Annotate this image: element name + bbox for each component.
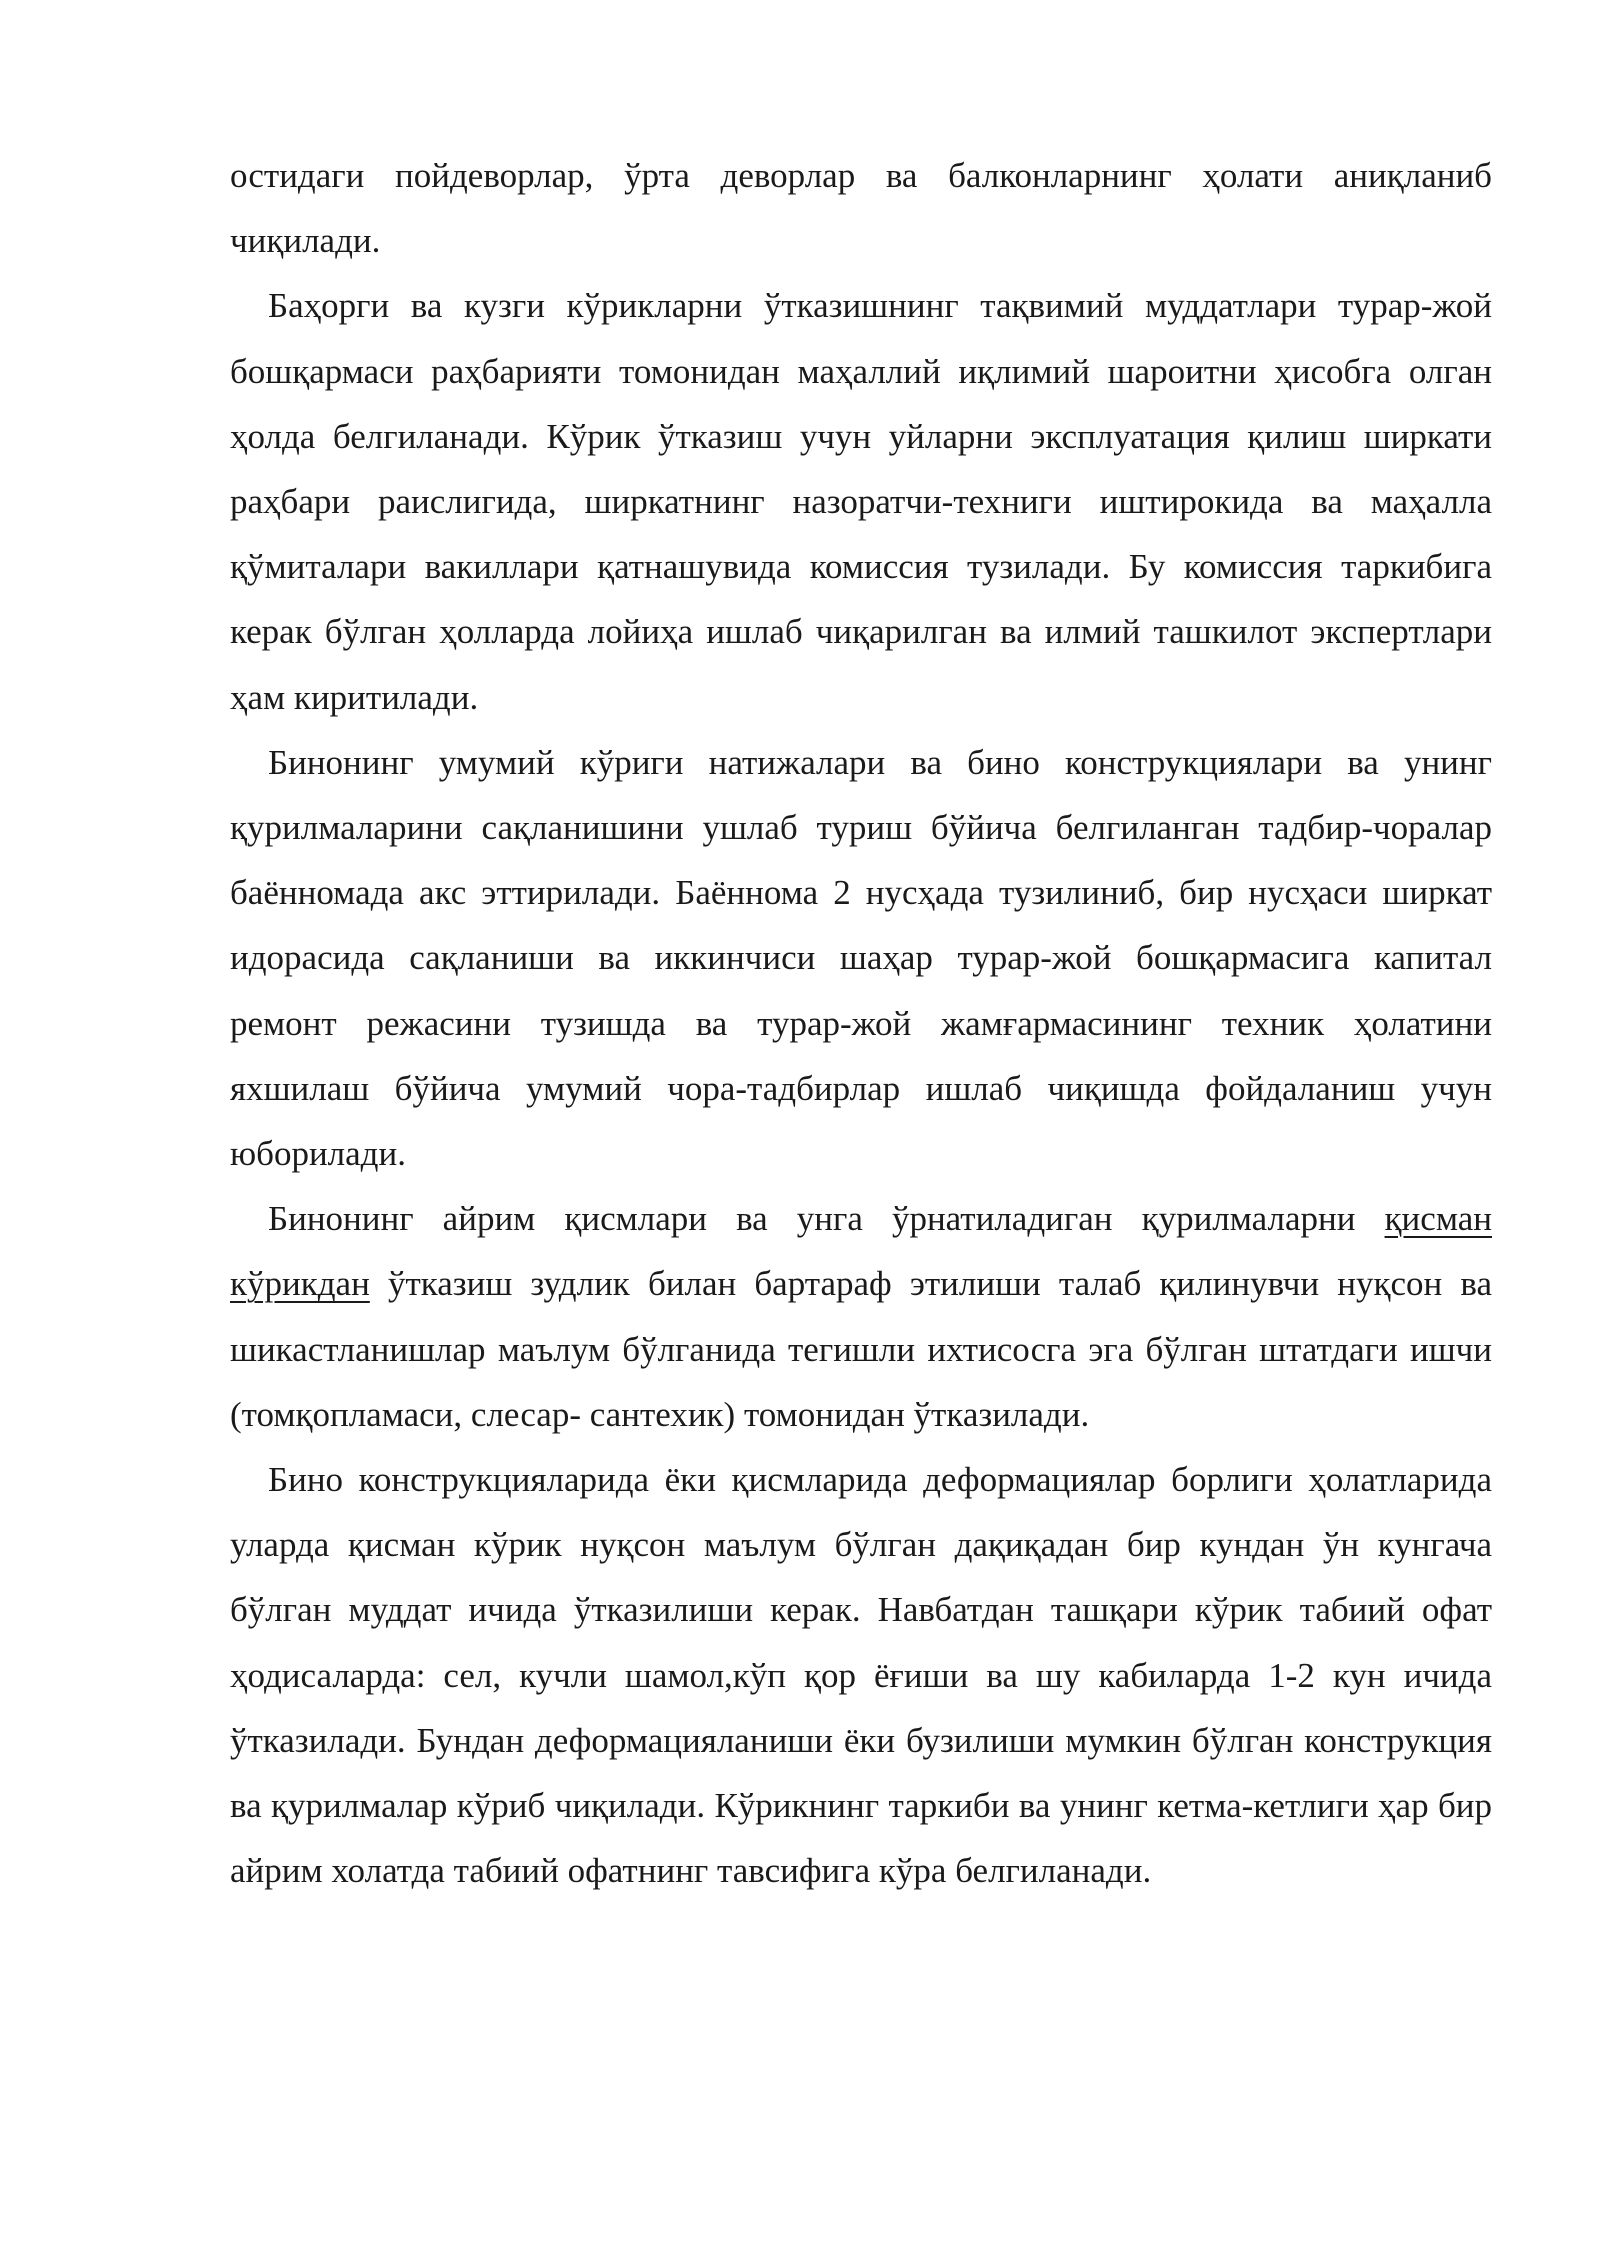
underlined-term: қисман кўрикдан bbox=[230, 1199, 1492, 1304]
paragraph-continuation: остидаги пойдеворлар, ўрта деворлар ва балконларнинг ҳолати аниқланиб чиқилади. bbox=[230, 156, 1492, 261]
paragraph-text-end: ўтказиш зудлик билан бартараф этилиши талаб қилинувчи нуқсон ва шикастланишлар маълум бўлганида тегишли ихтисосга эга бўлган штатдаги ишчи (томқопламаси, слесар- сантехик) томонидан ўтказилади. bbox=[230, 1264, 1492, 1434]
paragraph-inspection-results: Бинонинг умумий кўриги натижалари ва бино конструкциялари ва унинг қурилмаларини сақланишини ушлаб туриш бўйича белгиланган тадбир-чоралар баённомада акс эттирилади. Баённома 2 нусҳада тузилиниб, бир нусҳаси ширкат идорасида сақланиши ва иккинчиси шаҳар турар-жой бошқармасига капитал ремонт режасини тузишда ва турар-жой жамғармасининг техник ҳолатини яхшилаш бўйича умумий чора-тадбирлар ишлаб чиқишда фойдаланиш учун юборилади. bbox=[230, 742, 1492, 1174]
paragraph-text-start: Бинонинг айрим қисмлари ва унга ўрнатиладиган қурилмаларни bbox=[268, 1199, 1385, 1239]
paragraph-partial-inspection bbox=[230, 1186, 1492, 1447]
document-body bbox=[230, 143, 1492, 1903]
paragraph-deformation-inspection: Бино конструкцияларида ёки қисмларида деформациялар борлиги ҳолатларида уларда қисман кўрик нуқсон маълум бўлган дақиқадан бир кундан ўн кунгача бўлган муддат ичида ўтказилиши керак. Навбатдан ташқари кўрик табиий офат ҳодисаларда: сел, кучли шамол,кўп қор ёғиши ва шу кабиларда 1-2 кун ичида ўтказилади. Бундан деформацияланиши ёки бузилиши мумкин бўлган конструкция ва қурилмалар кўриб чиқилади. Кўрикнинг таркиби ва унинг кетма-кетлиги ҳар бир айрим холатда табиий офатнинг тавсифига кўра белгиланади. bbox=[230, 1460, 1492, 1891]
paragraph-inspection-schedule: Баҳорги ва кузги кўрикларни ўтказишнинг тақвимий муддатлари турар-жой бошқармаси раҳбарияти томонидан маҳаллий иқлимий шароитни ҳисобга олган ҳолда белгиланади. Кўрик ўтказиш учун уйларни эксплуатация қилиш ширкати раҳбари раислигида, ширкатнинг назоратчи-техниги иштирокида ва маҳалла қўмиталари вакиллари қатнашувида комиссия тузилади. Бу комиссия таркибига керак бўлган ҳолларда лойиҳа ишлаб чиқарилган ва илмий ташкилот экспертлари ҳам киритилади. bbox=[230, 286, 1492, 717]
